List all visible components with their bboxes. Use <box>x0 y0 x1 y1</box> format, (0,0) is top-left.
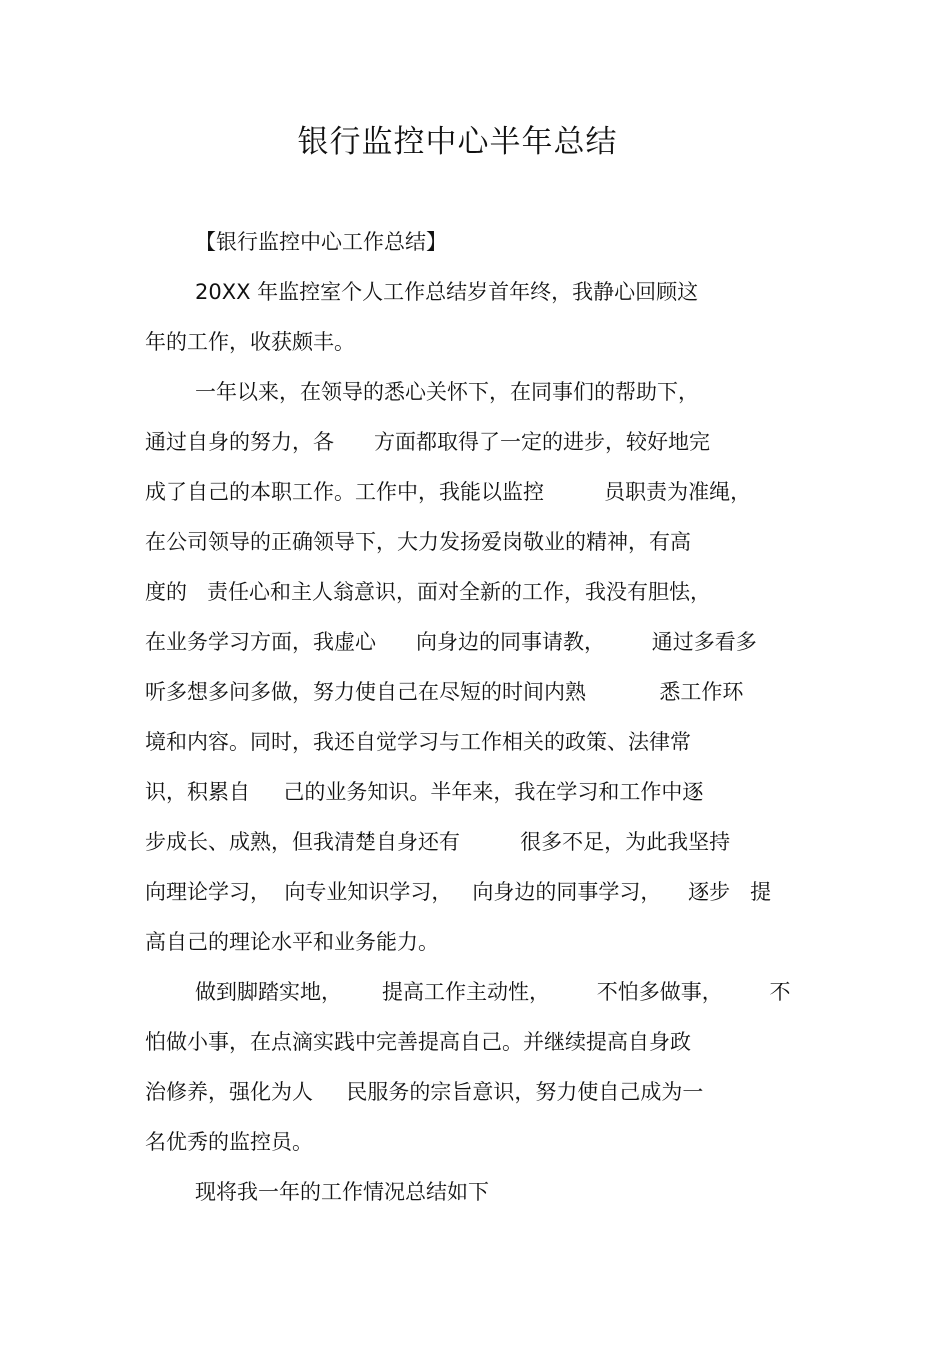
section-heading: 【银行监控中心工作总结】 <box>195 230 447 254</box>
paragraph-line: 治修养，强化为人 民服务的宗旨意识，努力使自己成为一 <box>145 1080 704 1104</box>
paragraph-line: 在公司领导的正确领导下，大力发扬爱岗敬业的精神，有高 <box>145 530 691 554</box>
paragraph-line: 通过自身的努力，各 方面都取得了一定的进步，较好地完 <box>145 430 711 454</box>
paragraph-line: 高自己的理论水平和业务能力。 <box>145 930 439 954</box>
paragraph-line: 怕做小事，在点滴实践中完善提高自己。并继续提高自身政 <box>145 1030 691 1054</box>
document-title: 银行监控中心半年总结 <box>297 124 618 160</box>
paragraph-line: 向理论学习， 向专业知识学习， 向身边的同事学习， 逐步 提 <box>145 880 772 904</box>
paragraph-line: 一年以来，在领导的悉心关怀下，在同事们的帮助下， <box>195 380 699 404</box>
paragraph-line: 名优秀的监控员。 <box>145 1130 313 1154</box>
paragraph-line: 步成长、成熟，但我清楚自身还有 很多不足，为此我坚持 <box>145 830 731 854</box>
paragraph-line: 在业务学习方面，我虚心 向身边的同事请教， 通过多看多 <box>145 630 757 654</box>
paragraph-line: 识，积累自 己的业务知识。半年来，我在学习和工作中逐 <box>145 780 704 804</box>
paragraph-line: 20XX 年监控室个人工作总结岁首年终，我静心回顾这 <box>195 280 699 304</box>
paragraph-line: 做到脚踏实地， 提高工作主动性， 不怕多做事， 不 <box>195 980 791 1004</box>
paragraph-line: 年的工作，收获颇丰。 <box>145 330 355 354</box>
paragraph-line: 成了自己的本职工作。工作中，我能以监控 员职责为准绳， <box>145 480 752 504</box>
paragraph-line: 听多想多问多做，努力使自己在尽短的时间内熟 悉工作环 <box>145 680 744 704</box>
paragraph-line: 度的 责任心和主人翁意识，面对全新的工作，我没有胆怯， <box>145 580 712 604</box>
paragraph-line: 现将我一年的工作情况总结如下 <box>195 1180 489 1204</box>
paragraph-line: 境和内容。同时，我还自觉学习与工作相关的政策、法律常 <box>145 730 691 754</box>
